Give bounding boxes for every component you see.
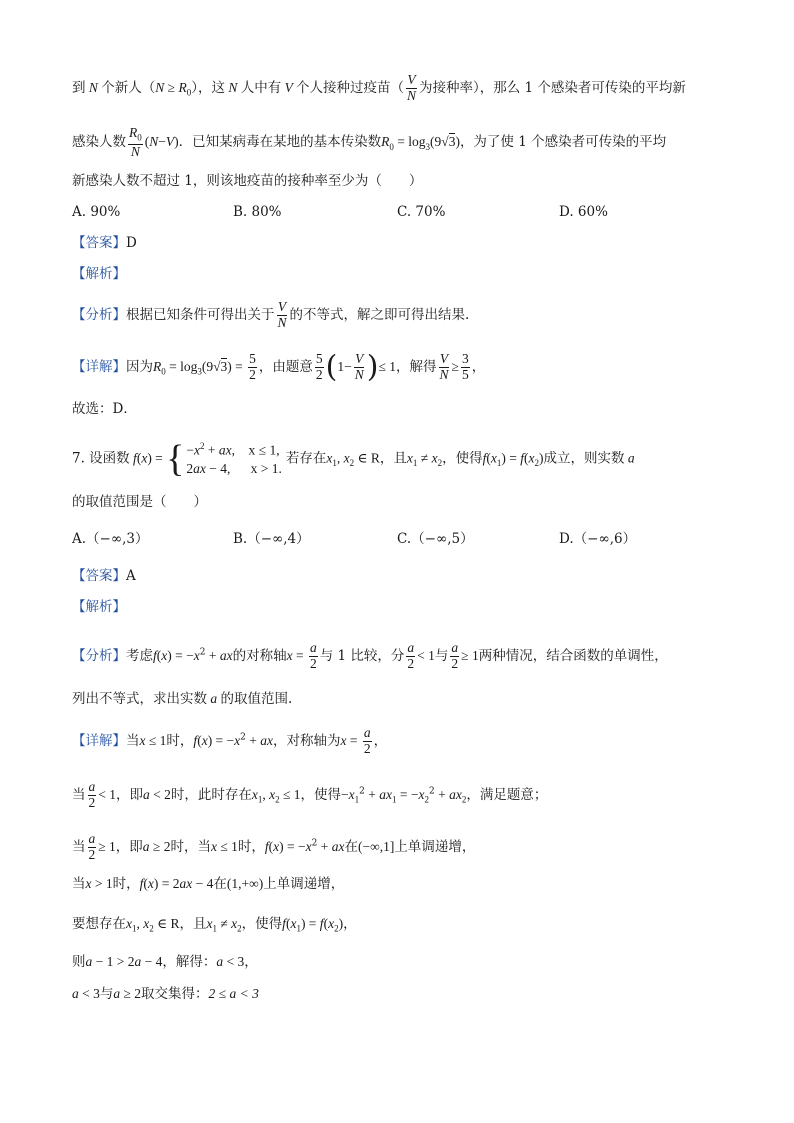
q6-answer: 【答案】D	[72, 235, 137, 251]
q7-stem-line-2: 的取值范围是（ ）	[72, 494, 207, 510]
q7-fenxi-line-2: 列出不等式，求出实数 a 的取值范围.	[72, 691, 293, 707]
q7-detail-line-3: 当 $\frac{a}{2}$ ≥ 1，即a ≥ 2时，当x ≤ 1时，$f(x) = -x^2$ + ax在(−∞,1]上单调递增，	[72, 831, 476, 862]
q7-detail-line-7: a < 3与a ≥ 2取交集得：2 ≤ a < 3	[72, 986, 259, 1002]
q6-option-d: D. 60%	[559, 204, 608, 220]
q7-answer: 【答案】A	[72, 568, 136, 584]
q7-option-b: B.（−∞,4）	[233, 531, 310, 547]
q6-line-3: 新感染人数不超过 1，则该地疫苗的接种率至少为（ ）	[72, 173, 423, 189]
q7-option-a: A.（−∞,3）	[72, 531, 149, 547]
q6-line-2: 感染人数 $\frac{R_0}{N}$ (N−V)．已知某病毒在某地的基本传染数$R_0 = \log_3(9√3)$，为了使 1 个感染者可传染的平均	[72, 125, 667, 159]
q6-option-c: C. 70%	[397, 204, 446, 220]
q7-detail-line-4: 当x > 1时，f(x) = 2ax − 4在(1,+∞)上单调递增，	[72, 876, 345, 892]
q7-fenxi-line-1: 【分析】考虑$f(x) = -x^2$ + ax的对称轴x = $\frac{a}{2}$ 与 1 比较，分 $\frac{a}{2}$ < 1与 $\frac{a}{2}$ ≥ 1两种情况，结合函数的单调性，	[72, 640, 668, 671]
q7-detail-line-1: 【详解】当x ≤ 1时，$f(x) = -x^2$ + ax，对称轴为x = $\frac{a}{2}$ ，	[72, 725, 388, 756]
q7-detail-line-5: 要想存在$x_1$, $x_2$ ∈ R，且$x_1 \ne x_2$，使得$f(x_1) = f(x_2)$，	[72, 916, 357, 934]
q7-stem-line-1: 7. 设函数 f(x) = { $-x^2$ + ax, x ≤ 1, 2ax − 4, x > 1. 若存在$x_1$, $x_2$ ∈ R，且$x_1 \ne x_2$，使得$f(x_1) = f(x_2)$成立，则实数 a	[72, 438, 635, 480]
q6-analysis-heading: 【解析】	[72, 266, 126, 282]
q7-detail-line-6: 则a − 1 > 2a − 4，解得：a < 3，	[72, 954, 258, 970]
q7-analysis-heading: 【解析】	[72, 599, 126, 615]
q6-line-1: 到 N 个新人$(N \ge R_0)$，这 N 人中有 V 个人接种过疫苗（ $\frac{V}{N}$ 为接种率），那么 1 个感染者可传染的平均新	[72, 72, 686, 103]
q6-detail: 【详解】因为$R_0 = \log_3(9√3)$ = $\frac{5}{2}$ ，由题意 $\frac{5}{2}$ (1− $\frac{V}{N}$ )≤ 1，解得 $\frac{V}{N}$ ≥ $\frac{3}{5}$ ，	[72, 349, 486, 385]
q6-option-a: A. 90%	[72, 204, 121, 220]
q7-detail-line-2: 当 $\frac{a}{2}$ < 1，即a < 2时，此时存在$x_1$, $x_2 \le 1$，使得$-x_1^2 + ax_1 = -x_2^2 + ax_2$，满足题意；	[72, 779, 548, 810]
q7-option-d: D.（−∞,6）	[559, 531, 637, 547]
q7-option-c: C.（−∞,5）	[397, 531, 474, 547]
q6-option-b: B. 80%	[233, 204, 282, 220]
v-over-n-fraction: $\frac{V}{N}$	[406, 72, 416, 103]
q6-conclusion: 故选：D．	[72, 401, 137, 417]
q6-fenxi: 【分析】根据已知条件可得出关于 $\frac{V}{N}$ 的不等式，解之即可得出结果.	[72, 299, 470, 330]
